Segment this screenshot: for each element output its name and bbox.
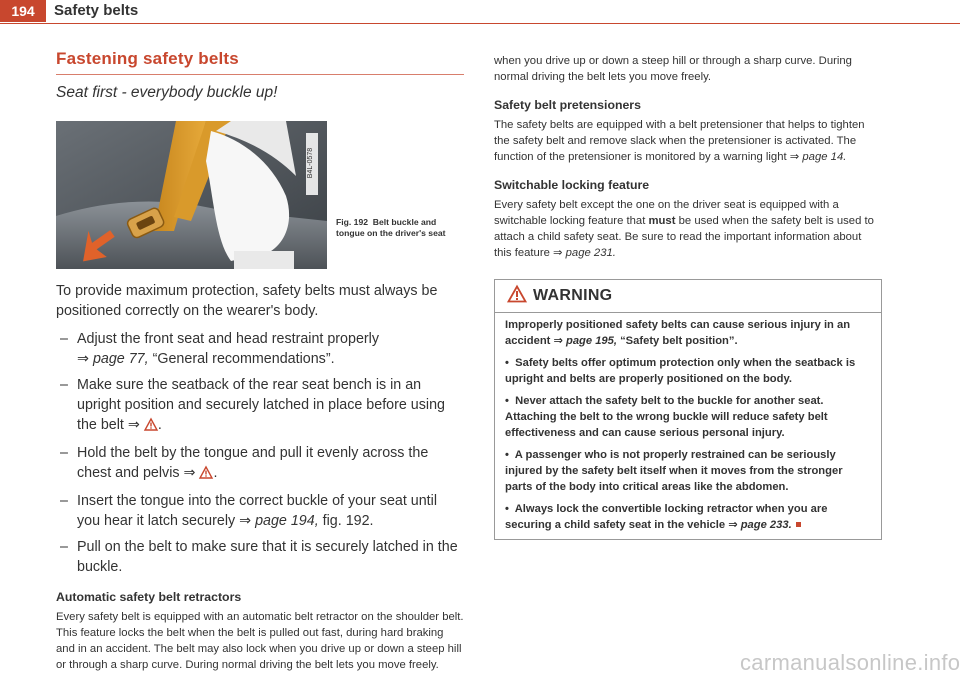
header-rule — [0, 23, 960, 24]
page-link[interactable]: ⇒ page 14. — [789, 151, 847, 163]
figure-code: B4L-0578 — [307, 147, 314, 179]
list-item: – Make sure the seatback of the rear seat bench is in an upright position and securely latched in place before using the belt ⇒ . — [56, 375, 464, 437]
list-item: – Adjust the front seat and head restraint properly ⇒ page 77, “General recommendations”. — [60, 331, 380, 367]
list-item: – Insert the tongue into the correct buckle of your seat until you hear it latch securely ⇒ page 194, fig. 192. — [60, 493, 438, 529]
warning-triangle-icon[interactable] — [144, 417, 158, 437]
figure-row — [56, 121, 464, 269]
belt-buckle-figure — [56, 121, 327, 269]
auto-retractors-continued: when you drive up or down a steep hill or through a sharp curve. During normal driving the belt lets you move freely. — [494, 55, 852, 83]
warning-bullet: • Safety belts offer optimum protection only when the seatback is upright and belts are properly positioned on the body. — [505, 357, 856, 385]
locking-heading: Switchable locking feature — [494, 178, 650, 192]
section-title: Fastening safety belts — [56, 49, 239, 68]
belt-buckle-illustration — [56, 121, 327, 269]
warning-bullet: • A passenger who is not properly restrained can be seriously injured by the safety belt itself when it moves from the stronger parts of the body into critical areas like the abdomen. — [505, 449, 843, 493]
pretensioners-text: The safety belts are equipped with a belt pretensioner that helps to tighten the safety belt and remove slack when the pretensioner is activated. The function of the pretensioner is monitored by a warning light ⇒ page 14. — [494, 119, 865, 163]
figure-caption — [336, 217, 466, 239]
caption-prefix: Fig. 192 — [336, 217, 368, 227]
warning-title: WARNING — [533, 287, 613, 304]
page-number: 194 — [0, 0, 46, 22]
end-mark-icon — [796, 522, 801, 527]
warning-bullet: • Never attach the safety belt to the buckle for another seat. Attaching the belt to the wrong buckle will reduce safety belt effectiveness and can cause serious personal injury. — [505, 395, 828, 439]
section-rule — [56, 74, 464, 75]
caption-text: Belt buckle and tongue on the driver's seat — [336, 217, 446, 238]
auto-retractors-text: Every safety belt is equipped with an automatic belt retractor on the shoulder belt. This feature locks the belt when the belt is pulled out fast, during hard braking and in an accident. The belt may also lock when you drive up or down a steep hill or through a sharp curve. During normal driving the belt lets you move freely. — [56, 611, 464, 671]
steps-list — [56, 329, 464, 577]
pretensioners-heading: Safety belt pretensioners — [494, 98, 641, 112]
warning-body — [495, 313, 881, 539]
warning-bullet: • Always lock the convertible locking retractor when you are securing a child safety seat in the vehicle ⇒ page 233. — [505, 503, 828, 531]
warning-header — [495, 280, 881, 313]
page-header — [0, 0, 960, 24]
warning-triangle-icon[interactable] — [199, 465, 213, 485]
locking-text: Every safety belt except the one on the driver seat is equipped with a switchable locking feature that must be used when the safety belt is used to attach a child safety seat. Be sure to read the important information about this feature ⇒ page 231. — [494, 199, 874, 259]
warning-box — [494, 279, 882, 540]
list-item: – Pull on the belt to make sure that it is securely latched in the buckle. — [60, 539, 458, 575]
left-column — [56, 48, 464, 671]
chapter-title: Safety belts — [54, 2, 139, 19]
page-link[interactable]: ⇒ page 231. — [553, 247, 616, 259]
page-link[interactable]: ⇒ page 233. — [728, 519, 792, 531]
intro-paragraph: To provide maximum protection, safety belts must always be positioned correctly on the wearer's body. — [56, 283, 438, 319]
warning-triangle-icon — [507, 285, 527, 308]
auto-retractors-heading: Automatic safety belt retractors — [56, 590, 242, 604]
page-link[interactable]: ⇒ page 194, — [239, 513, 319, 529]
page-link[interactable]: ⇒ page 195, — [553, 335, 617, 347]
watermark: carmanualsonline.info — [740, 650, 960, 675]
warning-lead: Improperly positioned safety belts can cause serious injury in an accident ⇒ page 195, “Safety belt position”. — [505, 319, 851, 347]
list-item: – Hold the belt by the tongue and pull it evenly across the chest and pelvis ⇒ . — [56, 443, 464, 485]
right-column — [494, 53, 882, 540]
section-subtitle: Seat first - everybody buckle up! — [56, 84, 278, 101]
page-link[interactable]: ⇒ page 77, — [77, 351, 149, 367]
